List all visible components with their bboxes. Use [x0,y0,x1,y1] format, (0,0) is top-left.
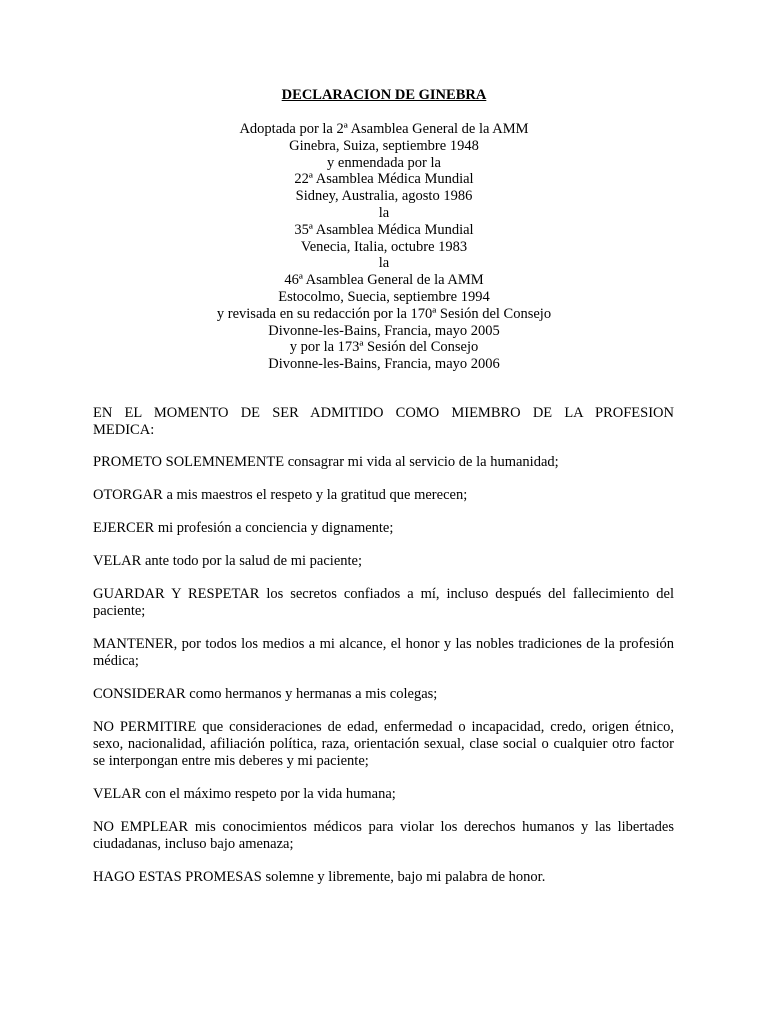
pledge-paragraph [93,586,674,620]
history-line: Sidney, Australia, agosto 1986 [295,188,473,205]
intro-paragraph [93,405,674,439]
pledge-paragraph [93,454,674,471]
history-line: la [378,204,390,221]
history-line: la [378,255,390,272]
history-line: 46ª Asamblea General de la AMM [284,272,484,289]
pledge-text: ante todo por la salud de mi paciente; [141,553,362,569]
pledge-text: como hermanos y hermanas a mis colegas; [185,686,438,702]
pledge-text: mis conocimientos médicos para violar los derechos humanos y las libertades ciudadanas, incluso bajo amenaza; [93,819,674,852]
pledge-keyword: OTORGAR [93,487,163,503]
pledge-paragraph [93,819,674,853]
document-title: DECLARACION DE GINEBRA [281,87,487,103]
pledge-keyword: NO EMPLEAR [93,819,189,835]
pledge-keyword: HAGO ESTAS PROMESAS [93,869,262,885]
pledge-paragraph [93,553,674,570]
pledge-keyword: PROMETO SOLEMNEMENTE [93,454,285,470]
pledge-keyword: NO PERMITIRE [93,719,197,735]
pledge-keyword: GUARDAR Y RESPETAR [93,586,260,602]
history-line: y revisada en su redacción por la 170ª Sesión del Consejo [216,305,552,322]
history-line: Divonne-les-Bains, Francia, mayo 2006 [268,356,500,373]
pledge-text: los secretos confiados a mí, incluso después del fallecimiento del paciente; [93,586,675,619]
pledge-text: mi profesión a conciencia y dignamente; [154,520,394,536]
history-line: 35ª Asamblea Médica Mundial [294,221,474,238]
history-line: 22ª Asamblea Médica Mundial [294,171,474,188]
pledge-paragraph [93,520,674,537]
intro-line: EN EL MOMENTO DE SER ADMITIDO COMO MIEMBRO DE LA PROFESION [93,405,674,421]
pledge-text: consagrar mi vida al servicio de la humanidad; [284,454,559,470]
history-line: Adoptada por la 2ª Asamblea General de la AMM [239,121,529,137]
pledge-text: a mis maestros el respeto y la gratitud que merecen; [162,487,468,503]
pledge-paragraph [93,487,674,504]
pledge-text: solemne y libremente, bajo mi palabra de honor. [261,869,546,885]
intro-line: MEDICA: [93,422,155,438]
pledge-keyword: VELAR [93,553,142,569]
history-line: Estocolmo, Suecia, septiembre 1994 [278,288,490,305]
pledge-paragraph [93,719,674,770]
declaration-body [93,405,674,902]
pledge-paragraph [93,686,674,703]
pledge-keyword: MANTENER [93,636,174,652]
pledge-keyword: EJERCER [93,520,155,536]
pledge-text: que consideraciones de edad, enfermedad o incapacidad, credo, origen étnico, sexo, nacionalidad, afiliación política, raza, orientación sexual, clase social o cualquier otro factor se interpongan entre mis deberes y mi paciente; [93,719,674,769]
history-line: Divonne-les-Bains, Francia, mayo 2005 [268,322,500,339]
pledge-text: , por todos los medios a mi alcance, el honor y las nobles tradiciones de la profesión médica; [93,636,674,669]
history-line: y enmendada por la [327,154,441,171]
pledge-keyword: VELAR [93,786,142,802]
history-line: Ginebra, Suiza, septiembre 1948 [289,137,479,154]
pledge-keyword: CONSIDERAR [93,686,186,702]
history-line: Venecia, Italia, octubre 1983 [300,238,468,255]
adoption-history [0,121,768,373]
pledge-paragraph [93,869,674,886]
pledge-paragraph [93,636,674,670]
pledge-text: con el máximo respeto por la vida humana; [141,786,396,802]
history-line: y por la 173ª Sesión del Consejo [289,339,479,356]
pledge-paragraph [93,786,674,803]
